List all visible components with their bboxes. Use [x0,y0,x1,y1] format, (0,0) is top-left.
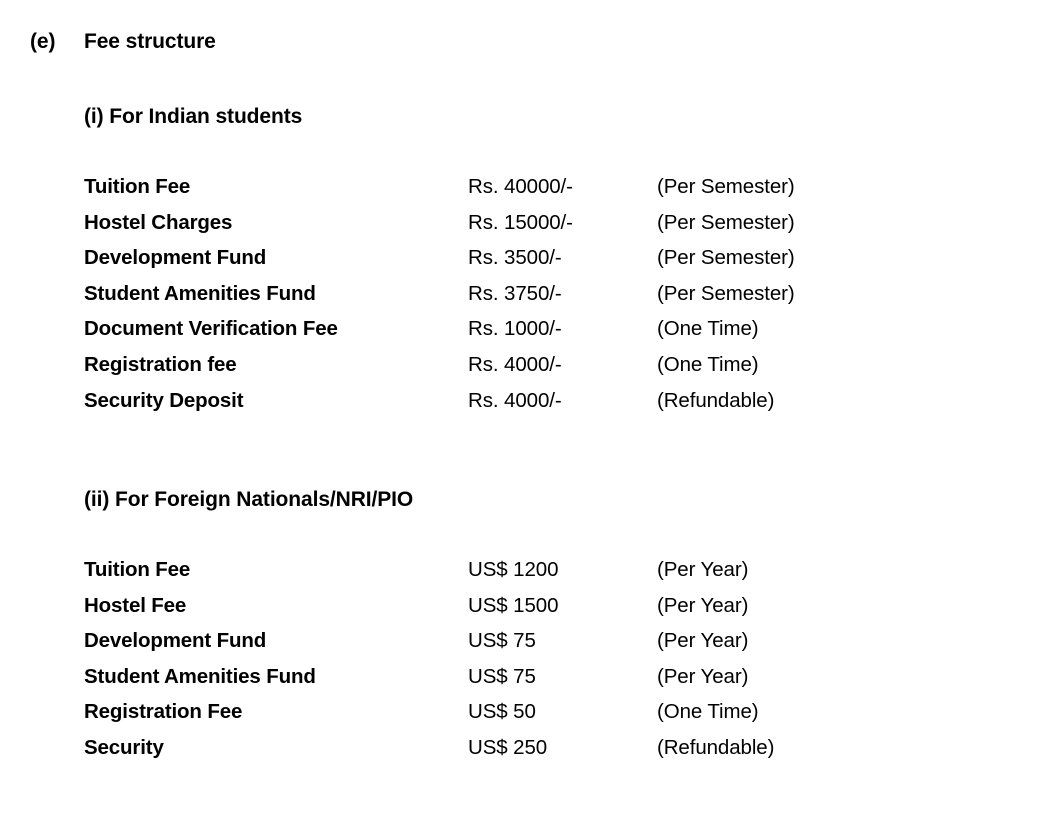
fee-label: Registration fee [84,352,237,376]
section-title: Fee structure [84,30,216,53]
fee-row [84,177,984,213]
fee-note: (One Time) [657,317,759,341]
fee-label: Hostel Charges [84,210,233,234]
section-marker: (e) [30,30,56,53]
fee-row [84,560,984,596]
fee-amount: US$ 1500 [468,593,559,617]
fee-amount: Rs. 1000/- [468,317,562,341]
fee-label: Development Fund [84,246,267,270]
fee-amount: US$ 50 [468,700,536,724]
fee-amount: Rs. 4000/- [468,352,562,376]
fee-label: Tuition Fee [84,558,191,581]
fee-amount: Rs. 3750/- [468,281,562,305]
fee-note: (Per Semester) [657,281,795,305]
fee-note: (Per Semester) [657,210,795,234]
fee-note: (Per Year) [657,593,749,617]
fee-row [84,631,984,667]
fee-table-foreign-nationals [84,560,984,774]
fee-label: Registration Fee [84,700,243,724]
fee-amount: US$ 75 [468,664,536,688]
fee-label: Security Deposit [84,388,244,412]
fee-note: (Per Year) [657,558,749,581]
fee-note: (One Time) [657,700,759,724]
fee-row [84,593,984,632]
fee-amount: Rs. 4000/- [468,388,562,412]
fee-row [84,352,984,391]
fee-label: Document Verification Fee [84,317,338,341]
fee-row [84,702,984,738]
fee-label: Security [84,735,164,759]
fee-row [84,248,984,284]
fee-row [84,388,984,427]
fee-row [84,281,984,320]
fee-amount: Rs. 40000/- [468,175,573,198]
fee-label: Hostel Fee [84,593,187,617]
fee-label: Development Fund [84,629,267,653]
fee-note: (Refundable) [657,735,775,759]
fee-amount: US$ 1200 [468,558,559,581]
fee-note: (Per Semester) [657,175,795,198]
fee-amount: US$ 250 [468,735,548,759]
fee-amount: US$ 75 [468,629,536,653]
fee-note: (Per Year) [657,629,749,653]
fee-note: (Refundable) [657,388,775,412]
fee-amount: Rs. 15000/- [468,210,573,234]
fee-table-indian-students [84,177,984,426]
fee-note: (Per Year) [657,664,749,688]
fee-row [84,664,984,703]
fee-label: Tuition Fee [84,175,191,198]
fee-row [84,319,984,355]
fee-row [84,735,984,774]
fee-label: Student Amenities Fund [84,664,316,688]
fee-note: (Per Semester) [657,246,795,270]
fee-amount: Rs. 3500/- [468,246,562,270]
subsection-heading-foreign-nationals: (ii) For Foreign Nationals/NRI/PIO [84,488,414,511]
fee-note: (One Time) [657,352,759,376]
fee-label: Student Amenities Fund [84,281,316,305]
fee-row [84,210,984,249]
subsection-heading-indian-students: (i) For Indian students [84,105,303,128]
section-heading [30,31,216,52]
